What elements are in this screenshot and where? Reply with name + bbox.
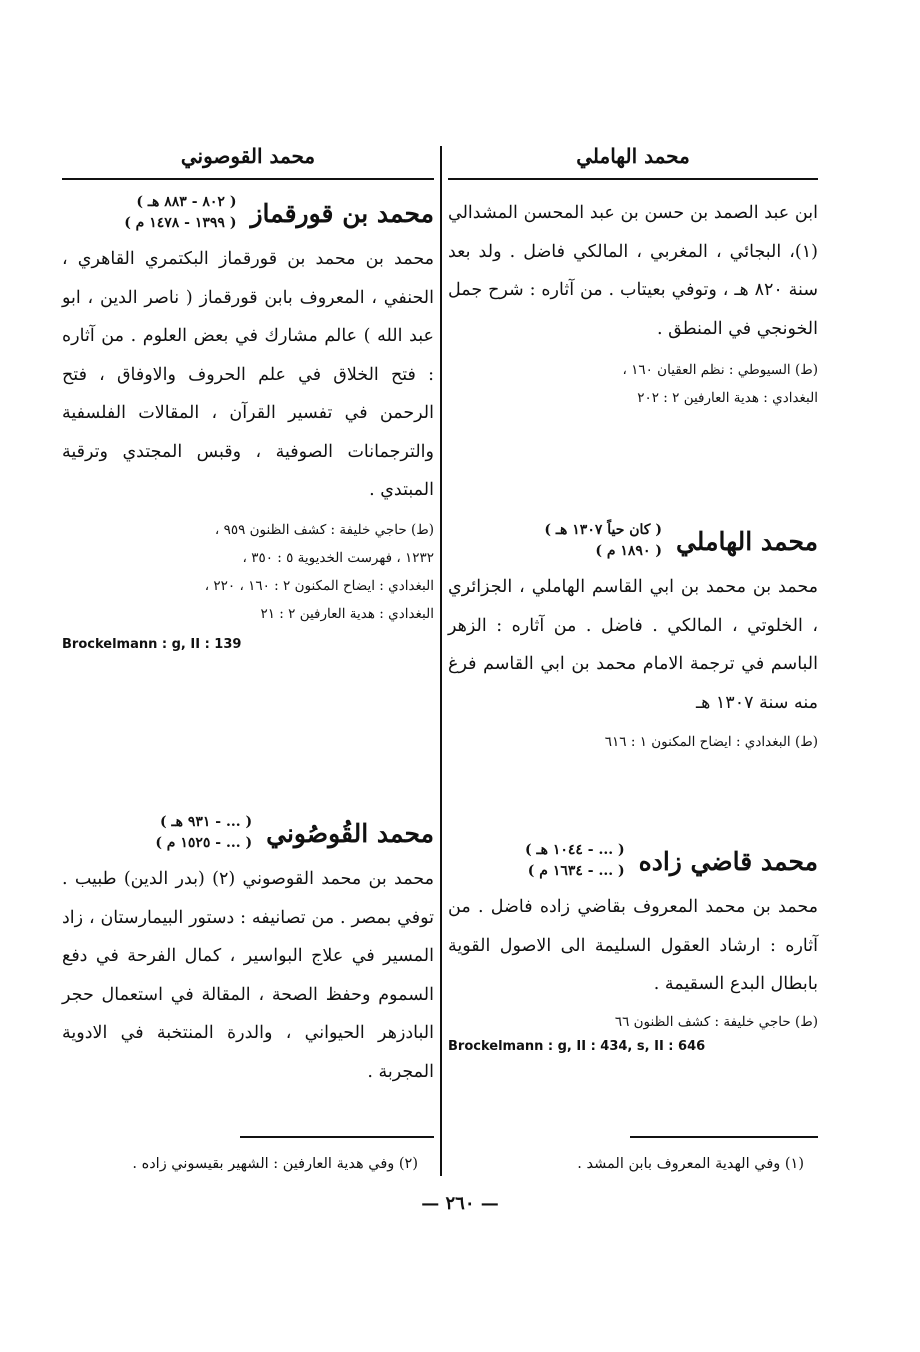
ref-line: البغدادي : هدية العارفين ٢ : ٢١ (260, 605, 434, 622)
entry-qurqamaz (62, 192, 434, 656)
continuation-refs (448, 356, 818, 412)
entry-dates (525, 840, 625, 882)
entry-header (448, 520, 818, 562)
ref-line: البغدادي : هدية العارفين ٢ : ٢٠٢ (637, 390, 818, 406)
entry-dates (124, 192, 236, 234)
right-header-title: محمد الهاملي (576, 144, 690, 168)
entry-dates (155, 812, 252, 854)
entry-text: محمد بن محمد بن قورقماز البكتمري القاهري ، الحنفي ، المعروف بابن قورقماز ( ناصر الدين ، ابو عبد الله ) عالم مشارك في بعض العلوم . من آثاره : فتح الخلاق في علم الحروف والاوفاق ، فتح الرحمن في تفسير القرآن ، المقالات الفلسفية والترجمانات الصوفية ، وقبس المجتدي وترقية المبتدي . (62, 249, 434, 500)
ref-line: (ط) البغدادي : ايضاح المكنون ١ : ٦١٦ (604, 734, 818, 750)
footnote-right: (١) وفي الهدية المعروف بابن المشد . (577, 1156, 804, 1172)
page-number: — ٢٦٠ — (421, 1193, 499, 1214)
date-gregorian: ( ... - ١٥٢٥ م ) (155, 835, 253, 851)
brockelmann-ref: Brockelmann : g, II : 434, s, II : 646 (448, 1038, 706, 1054)
entry-text: محمد بن محمد بن ابي القاسم الهاملي ، الجزائري ، الخلوتي ، المالكي . فاضل . من آثاره : الزهر الباسم في ترجمة الامام محمد بن ابي القاسم فرغ منه سنة ١٣٠٧ هـ (448, 577, 818, 713)
date-hijri: ( ... - ٩٣١ هـ ) (160, 814, 253, 830)
entry-hamili (448, 520, 818, 756)
entry-qadizada (448, 840, 818, 1058)
date-hijri: ( كان حياً ١٣٠٧ هـ ) (544, 522, 662, 538)
entry-text: محمد بن محمد المعروف بقاضي زاده فاضل . من آثاره : ارشاد العقول السليمة الى الاصول القوية بابطال البدع السقيمة . (448, 897, 818, 994)
footnote-rule-right (630, 1136, 818, 1138)
continuation-text: ابن عبد الصمد بن حسن بن عبد المحسن المشدالي (١)، البجائي ، المغربي ، المالكي فاضل . ولد بعد سنة ٨٢٠ هـ ، وتوفي بعيتاب . من آثاره : شرح جمل الخونجي في المنطق . (448, 203, 818, 339)
entry-header (448, 840, 818, 882)
ref-line: (ط) السيوطي : نظم العقيان ١٦٠ ، (622, 362, 818, 378)
date-gregorian: ( ... - ١٦٣٤ م ) (527, 863, 625, 879)
date-hijri: ( ٨٠٢ - ٨٨٣ هـ ) (136, 194, 237, 210)
entry-header (62, 812, 434, 854)
continuation-entry (448, 194, 818, 412)
entry-name: محمد القُوصُوني (266, 818, 434, 848)
ref-line: ١٢٣٢ ، فهرست الخديوية ٥ : ٣٥٠ ، (242, 549, 434, 566)
header-rule-right (448, 178, 818, 180)
ref-line: (ط) حاجي خليفة : كشف الظنون ٦٦ (614, 1013, 818, 1030)
entry-header (62, 192, 434, 234)
left-running-head (62, 140, 434, 172)
entry-qusuni (62, 812, 434, 1091)
entry-name: محمد الهاملي (675, 526, 818, 556)
footnote-left: (٢) وفي هدية العارفين : الشهير بقيسوني زاده . (132, 1156, 418, 1172)
ref-line: البغدادي : ايضاح المكنون ٢ : ١٦٠ ، ٢٢٠ ، (204, 577, 434, 594)
entry-dates (544, 520, 662, 562)
left-header-title: محمد القوصوني (180, 144, 316, 168)
entry-refs (448, 1008, 818, 1036)
header-rule-left (62, 178, 434, 180)
entry-name: محمد قاضي زاده (638, 846, 818, 876)
column-divider (440, 146, 442, 1176)
entry-refs (448, 728, 818, 756)
entry-name: محمد بن قورقماز (250, 198, 434, 228)
footnote-rule-left (240, 1136, 434, 1138)
entry-text: محمد بن محمد القوصوني (٢) (بدر الدين) طبيب . توفي بمصر . من تصانيفه : دستور البيمارستان ، زاد المسير في علاج البواسير ، كمال الفرحة في دفع السموم وحفظ الصحة ، المقالة في استعمال حجر البادزهر الحيواني ، والدرة المنتخبة في الادوية المجربة . (62, 869, 434, 1082)
date-gregorian: ( ١٣٩٩ - ١٤٧٨ م ) (124, 215, 237, 231)
right-running-head (448, 140, 818, 172)
entry-refs (62, 516, 434, 628)
brockelmann-ref: Brockelmann : g, II : 139 (62, 636, 242, 652)
ref-line: (ط) حاجي خليفة : كشف الظنون ٩٥٩ ، (214, 521, 434, 538)
date-gregorian: ( ١٨٩٠ م ) (595, 543, 662, 559)
date-hijri: ( ... - ١٠٤٤ هـ ) (524, 842, 625, 858)
